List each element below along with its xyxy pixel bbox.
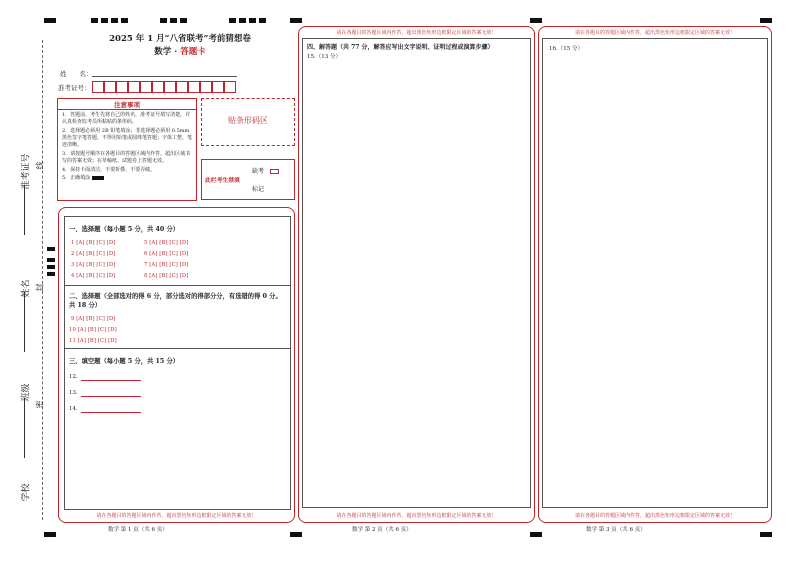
exam-no-cell[interactable] [188, 81, 200, 93]
side-underline [24, 398, 25, 458]
notices-list [62, 112, 194, 184]
exam-no-cell[interactable] [92, 81, 104, 93]
section-divider [64, 285, 291, 286]
correct-fill-sample [92, 176, 104, 180]
notice-item: 5．正确填涂 [62, 175, 194, 182]
section-divider [64, 348, 291, 349]
registration-mark [121, 18, 128, 23]
choice-row-5[interactable]: 5 [A] [B] [C] [D] [144, 240, 189, 246]
registration-mark [101, 18, 108, 23]
subtitle-red: 答题卡 [180, 47, 206, 57]
registration-mark [47, 272, 55, 276]
page1-footer: 数学 第 1 页（共 6 页） [108, 527, 168, 533]
section-choice-title: 一、选择题（每小题 5 分，共 40 分） [69, 226, 180, 233]
registration-mark [111, 18, 118, 23]
page3-warning-top: 请在各题目的答题区域内作答，超出黑色矩形边框限定区域的答案无效！ [574, 30, 735, 36]
registration-mark [760, 18, 772, 23]
exam-no-cell[interactable] [140, 81, 152, 93]
question-15: 15.（13 分） [307, 54, 341, 60]
registration-mark [47, 258, 55, 262]
page-title: 2025 年 1 月“八省联考”考前猜想卷 [109, 34, 251, 44]
registration-mark [760, 532, 772, 537]
question-16: 16.（15 分） [549, 46, 583, 52]
page3-warning-bottom: 请在各题目的答题区域内作答，超出黑色矩形边框限定区域的答案无效！ [574, 513, 735, 519]
choice-row-7[interactable]: 7 [A] [B] [C] [D] [144, 262, 189, 268]
exam-no-cell[interactable] [128, 81, 140, 93]
registration-mark [290, 532, 302, 537]
registration-mark [530, 532, 542, 537]
fill-item-14: 14. [69, 406, 78, 412]
exam-no-cell[interactable] [116, 81, 128, 93]
registration-mark [44, 532, 56, 537]
fill-line-12[interactable] [81, 380, 141, 381]
side-underline [24, 185, 25, 235]
choice-row-8[interactable]: 8 [A] [B] [C] [D] [144, 273, 189, 279]
registration-mark [47, 247, 55, 251]
registration-mark [170, 18, 177, 23]
notice-item: 2．选择题必须用 2B 铅笔填涂；非选择题必须用 0.5mm 黑色签字笔答题，不得用铅笔或圆珠笔答题；字体工整、笔迹清晰。 [62, 127, 193, 149]
page3-answer-box[interactable] [542, 38, 768, 508]
exam-no-cell[interactable] [200, 81, 212, 93]
exam-no-cell[interactable] [224, 81, 236, 93]
page2-warning-bottom: 请在各题目的答题区域内作答，超出黑色矩形边框限定区域的答案无效！ [336, 513, 497, 519]
section-solve-title: 四、解答题（共 77 分，解答应写出文字说明、证明过程或演算步骤） [307, 44, 494, 51]
page3-footer: 数学 第 3 页（共 6 页） [586, 527, 646, 533]
exam-no-cell[interactable] [164, 81, 176, 93]
registration-mark [229, 18, 236, 23]
multi-row-9[interactable]: 9 [A] [B] [C] [D] [71, 316, 116, 322]
exam-no-cell[interactable] [104, 81, 116, 93]
choice-row-4[interactable]: 4 [A] [B] [C] [D] [71, 273, 116, 279]
registration-mark [259, 18, 266, 23]
side-label-exam-no: 准考证号 [21, 153, 32, 190]
name-label: 姓 名： [60, 70, 93, 78]
missing-checkbox[interactable] [270, 169, 279, 174]
choice-row-2[interactable]: 2 [A] [B] [C] [D] [71, 251, 116, 257]
registration-mark [290, 18, 302, 23]
page2-warning-top: 请在各题目的答题区域内作答，超出黑色矩形边框限定区域的答案无效！ [336, 30, 497, 36]
notices-title: 注意事项 [114, 101, 140, 109]
page1-warning: 请在各题目的答题区域内作答，超出黑色矩形边框限定区域的答案无效！ [96, 513, 257, 519]
side-underline [24, 292, 25, 352]
notice-item: 1．答题前，考生先将自己的姓名，准考证号填写清楚，并认真检查监考员所粘贴的条形码。 [62, 112, 191, 126]
exam-no-label: 准考证号： [58, 84, 91, 92]
registration-mark [249, 18, 256, 23]
choice-row-6[interactable]: 6 [A] [B] [C] [D] [144, 251, 189, 257]
page2-footer: 数学 第 2 页（共 6 页） [352, 527, 412, 533]
page-subtitle [80, 45, 280, 57]
notice-item: 3．请按题号顺序在各题目的答题区域内作答，超出区域书写的答案无效；在草稿纸、试题卷上答题无效。 [62, 150, 191, 165]
multi-row-10[interactable]: 10 [A] [B] [C] [D] [69, 327, 117, 333]
fill-item-12: 12. [69, 374, 78, 380]
fill-line-14[interactable] [81, 412, 141, 413]
registration-mark [239, 18, 246, 23]
registration-mark [180, 18, 187, 23]
multi-row-11[interactable]: 11 [A] [B] [C] [D] [69, 338, 117, 344]
side-label-class: 班级 [21, 383, 32, 402]
fill-line-13[interactable] [81, 396, 141, 397]
registration-mark [47, 265, 55, 269]
registration-mark [530, 18, 542, 23]
exam-no-cell[interactable] [176, 81, 188, 93]
subtitle-prefix: 数学 · [154, 47, 181, 57]
choice-row-3[interactable]: 3 [A] [B] [C] [D] [71, 262, 116, 268]
side-label-school: 学校 [21, 483, 32, 502]
fill-item-13: 13. [69, 390, 78, 396]
choice-row-1[interactable]: 1 [A] [B] [C] [D] [71, 240, 116, 246]
notice-item: 4．保持卡面清洁，不要折叠、不要弄破。 [62, 166, 156, 173]
name-field[interactable] [92, 76, 237, 77]
registration-mark [160, 18, 167, 23]
exam-no-cell[interactable] [212, 81, 224, 93]
section-fill-title: 三、填空题（每小题 5 分，共 15 分） [69, 358, 180, 365]
notices-title-rule [57, 109, 197, 110]
side-label-secret: 密 [35, 400, 45, 409]
side-label-line: 线 [35, 161, 45, 170]
exam-no-cell[interactable] [152, 81, 164, 93]
mark-label: 标记 [252, 186, 265, 193]
missing-label: 缺考 [252, 168, 265, 175]
barcode-label: 贴条形码区 [228, 116, 268, 125]
registration-mark [44, 18, 56, 23]
absent-box-label: 此栏考生禁填 [205, 178, 240, 184]
side-label-name: 姓名 [21, 279, 32, 298]
registration-mark [91, 18, 98, 23]
side-label-seal: 封 [35, 283, 45, 292]
section-multi-title: 二、选择题（全部选对的得 6 分，部分选对的得部分分，有选错的得 0 分。共 18 分） [69, 293, 282, 309]
page2-answer-box[interactable] [302, 38, 531, 508]
